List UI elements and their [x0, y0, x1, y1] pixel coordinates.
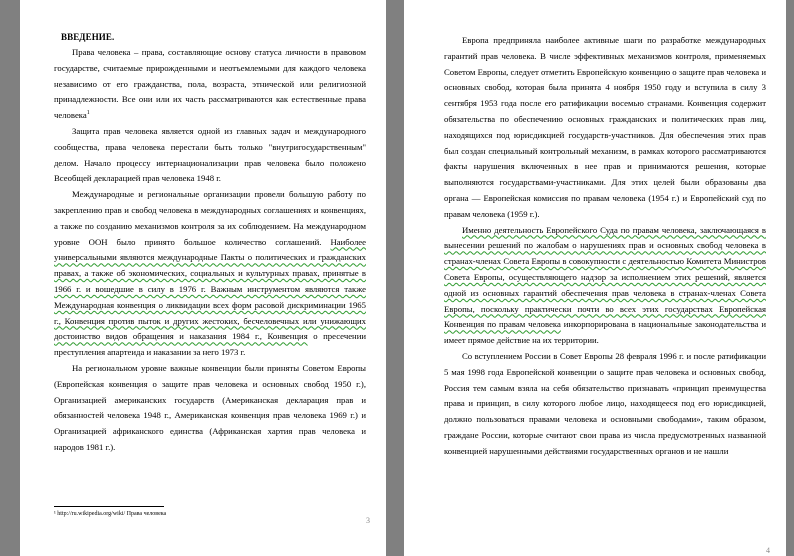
- footnote: ¹ http://ru.wikipedia.org/wiki/ Права человека: [54, 511, 167, 517]
- text-run: Со вступлением России в Совет Европы 28 февраля 1996 г. и после ратификации 5 мая 1998 года Европейской конвенции о защите прав человека и основных свобод, Россия тем самым взяла на себя обязательство признавать «принцип преимущества права и принцип, в силу которого любое лицо, находящееся под его юрисдикцией, должно пользоваться правами человека и основными свободами», таким образом, граждане России, которые считают свои права из числа предусмотренных названной конвенцией нарушенными действиями государственных органов и не нашли: [444, 350, 766, 456]
- page-body-right: [444, 33, 766, 460]
- paragraph: [54, 187, 366, 361]
- text-run: Именно деятельность Европейского Суда по правам человека, заключающаяся в вынесении решений по жалобам о нарушениях прав и основных свобод человека в странах-членах Совета Европы в совокупности с деятельностью Комитета Министров Совета Европы, осуществляющего надзор за исполнением этих решений, является одной из основных гарантий обеспечения прав человека в странах-членах Совета Европы, поскольку практически почти во всех этих государствах Европейская Конвенция по правам человека: [444, 224, 766, 330]
- text-run: На региональном уровне важные конвенции были приняты Советом Европы (Европейская конвенция о защите прав человека и основных свобод 1950 г.), Организацией американских государств (Американская декларация прав и обязанностей человека 1948 г., Американская конвенция прав человека 1969 г.) и Организацией африканского единства (Африканская хартия прав человека и народов 1981 г.).: [54, 362, 366, 452]
- page-number: 3: [366, 516, 370, 525]
- text-run: Международные и региональные организации провели большую работу по закреплению прав и свобод человека в международных соглашениях и конвенциях, а также по созданию механизмов контроля за их соблюдением. На международном уровне ООН было принято большое количество соглашений.: [54, 189, 366, 247]
- paragraph: [444, 33, 766, 223]
- text-run: о пресечении преступления апартеида и наказании за него 1973 г.: [54, 331, 366, 358]
- document-page-left: [20, 0, 386, 556]
- text-run: Европа предприняла наиболее активные шаги по разработке международных гарантий прав человека. В числе эффективных механизмов контроля, применяемых Советом Европы, следует отметить Европейскую конвенцию о защите прав человека и основных свобод, которая была принята 4 ноября 1950 году и вступила в силу 3 сентября 1953 года после его ратификации восемью странами. Конвенция содержит обязательства по обеспечению основных гражданских и политических прав лиц, находящихся под юрисдикцией государств-участников. Для обеспечения этих прав был создан специальный контрольный механизм, в рамках которого рассматриваются факты нарушения включенных в нее прав и принимаются решения, которые выполняются государствами-участниками. Для этих целей были образованы два органа — Европейская комиссия по правам человека (1954 г.) и Европейский суд по правам человека (1959 г.).: [444, 35, 766, 219]
- paragraph: [54, 361, 366, 456]
- footnote-ref: 1: [86, 110, 90, 117]
- text-run: Права человека – права, составляющие основу статуса личности в правовом государстве, считаемые прирожденными и неотъемлемыми для каждого человека независимо от его гражданства, пола, возраста, этнической или религиозной принадлежности. Все они или их часть рассматриваются как естественные права человека: [54, 47, 366, 121]
- paragraph: [444, 349, 766, 460]
- document-page-right: [404, 0, 786, 556]
- text-run: Наиболее универсальными являются международные Пакты о политических и гражданских правах, а также об экономических, социальных и культурных правах, принятые в 1966 г. и вошедшие в силу в 1976 г. Важным инструментом являются также Международная конвенция о ликвидации всех форм расовой дискриминации 1965 г., Конвенция против пыток и других жестоких, бесчеловечных или унижающих достоинство видов обращения и наказания 1984 г., Конвенция: [54, 236, 366, 342]
- text-run: Защита прав человека является одной из главных задач и международного сообщества, права человека перестали быть только "внутригосударственным" делом. Начало процессу интернационализации прав человека было положено Всеобщей декларацией прав человека 1948 г.: [54, 125, 366, 184]
- paragraph: [444, 223, 766, 349]
- text-run: инкорпорирована в национальные законодательства и имеет прямое действие на их территории.: [444, 319, 766, 346]
- page-body-left: [54, 45, 366, 456]
- footnote-divider: [54, 506, 164, 507]
- paragraph: [54, 45, 366, 124]
- section-heading: ВВЕДЕНИЕ.: [61, 32, 115, 42]
- page-number: 4: [766, 546, 770, 555]
- paragraph: [54, 124, 366, 187]
